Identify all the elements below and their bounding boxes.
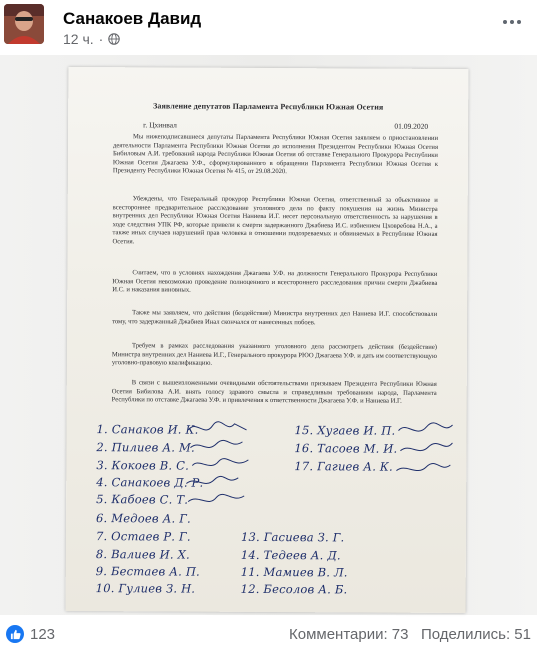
author-name[interactable]: Санакоев Давид <box>63 9 202 28</box>
like-reaction-icon[interactable] <box>6 625 24 643</box>
signature-line: 9. Бестаев А. П. <box>95 564 200 579</box>
shares-count[interactable]: Поделились: 51 <box>421 626 531 643</box>
dot-separator: · <box>98 31 104 47</box>
document-date: 01.09.2020 <box>394 121 429 131</box>
document-paragraph: Мы нижеподписавшиеся депутаты Парламента Республики Южная Осетия заявляем о приостановлении деятельности Парламента Республики Южная Осетия до исполнения Президентом Республики Южная Осетия Бибиловым А.И. требований народа Республики Южная Осетия об отставке Генерального Прокурора Республики Южная Осетия Джагаева У.Ф., сформулированного в обращении Парламента Республики Южная Осетия к Президенту Республики Южная Осетия № 415, от 29.08.2020. <box>112 133 439 176</box>
like-count[interactable]: 123 <box>30 626 56 643</box>
document-place: г. Цхинвал <box>143 120 177 130</box>
comments-count[interactable]: Комментарии: 73 <box>288 626 409 643</box>
document-paragraph: Требуем в рамках расследования указанного уголовного дела рассмотреть действия (бездействие) Министра внутренних дел Наниева И.Г., Генерального прокурора РЮО Джагаева У.Ф. и дать им соответствующую уголовно-правовую квалификацию. <box>111 342 437 367</box>
document-paragraph: Также мы заявляем, что действия (бездействие) Министра внутренних дел Наниева И.Г. способствовали тому, что задержанный Джабиев Инал скончался от нанесенных побоев. <box>112 309 438 326</box>
document-title: Заявление депутатов Парламента Республики Южная Осетия <box>153 101 384 112</box>
post-photo[interactable] <box>0 55 537 615</box>
signature-scribbles-left <box>186 420 267 520</box>
signature-line: 16. Тасоев М. И. <box>294 441 398 456</box>
signature-line: 17. Гагиев А. К. <box>294 459 393 474</box>
post-stats <box>289 626 531 643</box>
avatar[interactable] <box>4 4 44 44</box>
signature-line: 15. Хугаев И. П. <box>294 423 396 438</box>
signature-line: 1. Санаков И. К. <box>96 422 199 437</box>
signature-line: 4. Санакоев Д. Р. <box>96 475 204 490</box>
post-footer <box>0 615 537 649</box>
signature-line: 12. Бесолов А. Б. <box>240 581 348 597</box>
signature-line: 8. Валиев И. Х. <box>95 547 190 562</box>
globe-icon <box>108 33 120 45</box>
post-header <box>0 0 537 62</box>
signature-line: 11. Мамиев В. Л. <box>240 564 348 580</box>
signature-line: 6. Медоев А. Г. <box>96 511 191 526</box>
signature-line: 2. Пилиев А. М. <box>96 440 195 455</box>
post-meta <box>63 31 120 47</box>
document-paragraph: Считаем, что в условиях нахождения Джагаева У.Ф. на должности Генерального Прокурора Республики Южная Осетия невозможно проведение полноценного и всестороннего расследования причин смерти Джабиева И.С. и наказания виновных. <box>112 269 438 294</box>
signature-line: 10. Гулиев З. Н. <box>95 581 196 596</box>
document-paragraph: В связи с вышеизложенными очевидными обстоятельствами призываем Президента Республики Южная Осетия Бибилова А.И. внять голосу здравого смысла и справедливым требованиям народа, Парламента Республики по отставке Джагаева У.Ф. и привлечения к ответственности Джагаева У.Ф. и Наниева И.Г. <box>111 379 437 405</box>
dot-icon <box>503 20 507 24</box>
document-paragraph: Убеждены, что Генеральный прокурор Республики Южная Осетия, ответственный за объективное и всестороннее предварительное расследование уголовного дела по факту покушения на жизнь Министра внутренних дел Республики Южная Осетия Наниева И.Г. несет персональную ответственность за нарушения в ходе следствия УПК РФ, которые привели к смерти задержанного Джабиева И.С. избиением Цховребова Н.А., а также иных случаев нарушений прав человека в отношении подозреваемых и обвиняемых в Республике Южная Осетия. <box>112 195 438 246</box>
thumbs-up-icon <box>10 629 21 640</box>
document-sheet <box>66 67 469 613</box>
dot-icon <box>517 20 521 24</box>
more-options-button[interactable] <box>497 10 527 34</box>
signature-line: 3. Кокоев В. С. <box>96 458 190 473</box>
avatar-image <box>4 4 44 44</box>
post-time[interactable]: 12 ч. <box>63 31 94 47</box>
signature-line: 7. Остаев Р. Г. <box>95 529 191 544</box>
signature-scribbles-right <box>396 421 456 491</box>
signature-line: 13. Гасиева З. Г. <box>240 529 345 545</box>
dot-icon <box>510 20 514 24</box>
signature-line: 5. Кабоев С. Т. <box>96 492 189 507</box>
signature-line: 14. Тедеев А. Д. <box>240 547 341 563</box>
